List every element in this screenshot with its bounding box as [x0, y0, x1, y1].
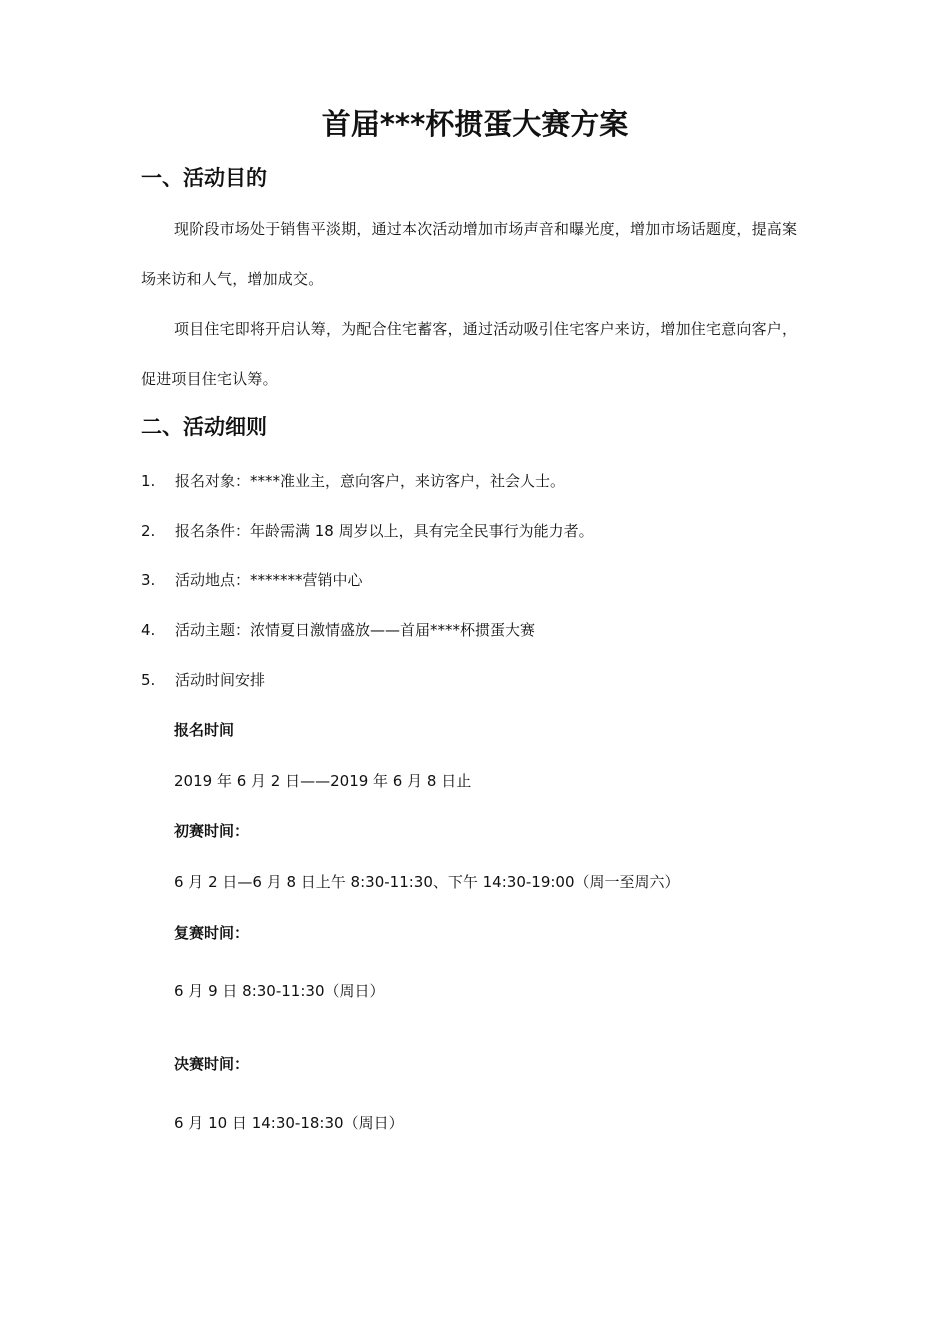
purpose-paragraph-2: 项目住宅即将开启认筹，为配合住宅蓄客，通过活动吸引住宅客户来访，增加住宅意向客户，促进项目住宅认筹。	[141, 320, 798, 388]
rule-text: 报名对象：****准业主，意向客户，来访客户，社会人士。	[175, 472, 566, 490]
rule-item-5	[141, 670, 265, 690]
section-heading-rules: 二、活动细则	[141, 415, 267, 439]
rule-text: 报名条件：年龄需满 18 周岁以上，具有完全民事行为能力者。	[175, 522, 594, 540]
rule-text: 活动主题：浓情夏日激情盛放——首届****杯掼蛋大赛	[175, 621, 536, 639]
final-time-value: 6 月 10 日 14:30-18:30（周日）	[174, 1114, 404, 1132]
prelim-time-label: 初赛时间：	[174, 822, 250, 840]
document-title: 首届***杯掼蛋大赛方案	[321, 107, 629, 141]
rule-number: 4.	[141, 621, 156, 639]
semi-time-value: 6 月 9 日 8:30-11:30（周日）	[174, 982, 385, 1000]
rule-number: 3.	[141, 571, 156, 589]
purpose-paragraph-1: 现阶段市场处于销售平淡期，通过本次活动增加市场声音和曝光度，增加市场话题度，提高案场来访和人气，增加成交。	[141, 220, 798, 288]
rule-text: 活动地点：*******营销中心	[175, 571, 363, 589]
rule-item-3	[141, 570, 363, 590]
rule-item-4	[141, 620, 535, 640]
rule-number: 1.	[141, 472, 156, 490]
rule-number: 2.	[141, 522, 156, 540]
signup-time-label: 报名时间	[174, 721, 235, 739]
prelim-time-value: 6 月 2 日—6 月 8 日上午 8:30-11:30、下午 14:30-19:00（周一至周六）	[174, 873, 680, 891]
signup-time-value: 2019 年 6 月 2 日——2019 年 6 月 8 日止	[174, 772, 472, 790]
section-heading-purpose: 一、活动目的	[141, 166, 267, 190]
rule-item-2	[141, 521, 594, 541]
semi-time-label: 复赛时间：	[174, 924, 250, 942]
rule-item-1	[141, 471, 565, 491]
rule-number: 5.	[141, 671, 156, 689]
rule-text: 活动时间安排	[175, 671, 266, 689]
final-time-label: 决赛时间：	[174, 1055, 250, 1073]
